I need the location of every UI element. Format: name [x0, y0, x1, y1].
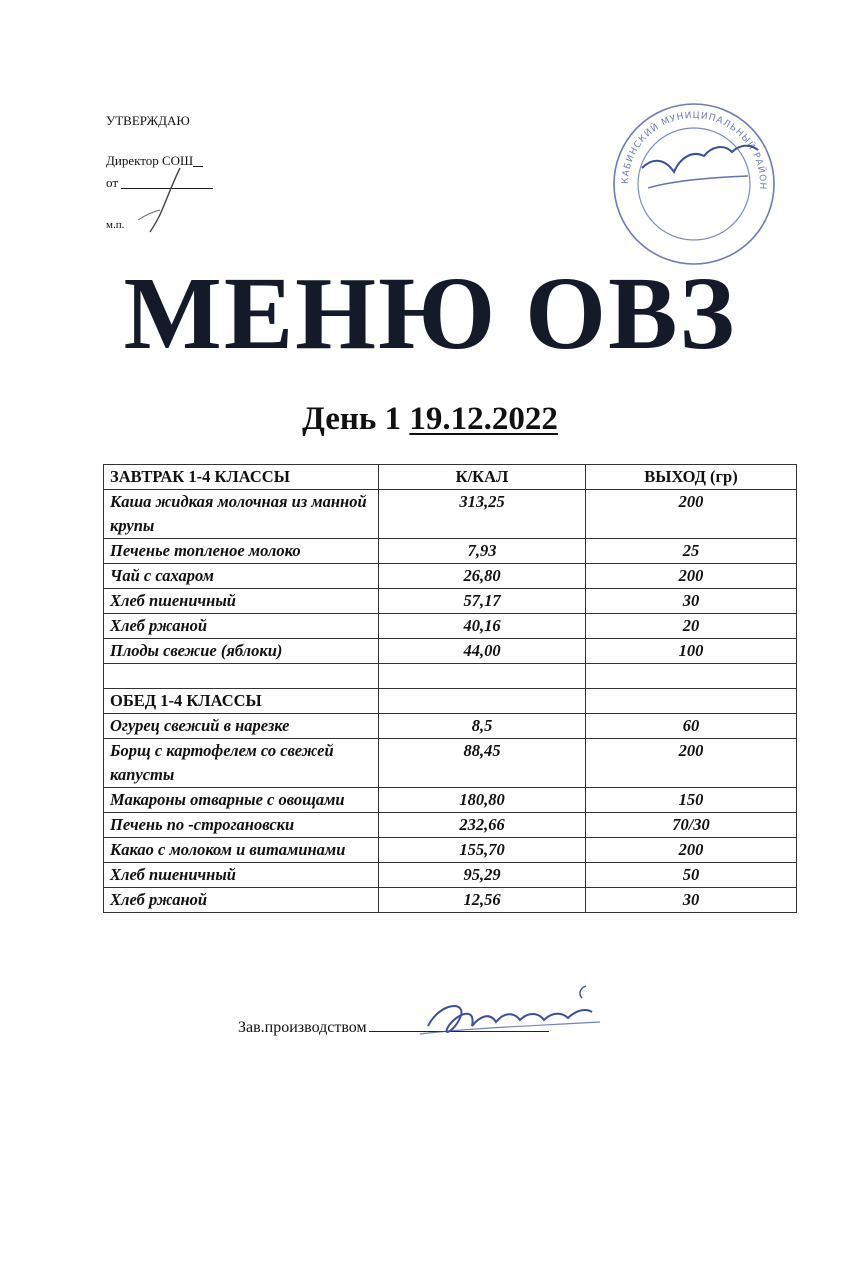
dish-name: Хлеб пшеничный: [104, 589, 379, 614]
dish-name: Чай с сахаром: [104, 564, 379, 589]
dish-name: Хлеб пшеничный: [104, 863, 379, 888]
table-row: [104, 863, 797, 888]
dish-output: 30: [586, 589, 797, 614]
table-row: [104, 739, 797, 788]
dish-name: Каша жидкая молочная из манной крупы: [104, 490, 379, 539]
approve-label: УТВЕРЖДАЮ: [106, 113, 190, 128]
dish-name: Хлеб ржаной: [104, 888, 379, 913]
dish-kcal: 88,45: [379, 739, 586, 788]
mp-label: м.п.: [106, 219, 125, 231]
empty-cell: [379, 689, 586, 714]
dish-kcal: 95,29: [379, 863, 586, 888]
menu-table: [103, 464, 797, 913]
dish-kcal: 26,80: [379, 564, 586, 589]
director-signature: [110, 150, 230, 240]
dish-output: 200: [586, 490, 797, 539]
dish-name: Печенье топленое молоко: [104, 539, 379, 564]
table-row: [104, 888, 797, 913]
dish-kcal: 313,25: [379, 490, 586, 539]
from-text: от: [106, 175, 119, 190]
dish-name: Огурец свежий в нарезке: [104, 714, 379, 739]
dish-kcal: 40,16: [379, 614, 586, 639]
day-date: 19.12.2022: [409, 401, 558, 437]
table-row: [104, 614, 797, 639]
lunch-header-row: [104, 689, 797, 714]
breakfast-header: ЗАВТРАК 1-4 КЛАССЫ: [104, 465, 379, 490]
table-row: [104, 490, 797, 539]
dish-kcal: 180,80: [379, 788, 586, 813]
dish-kcal: 232,66: [379, 813, 586, 838]
producer-signature: [410, 982, 610, 1052]
dish-kcal: 8,5: [379, 714, 586, 739]
page-title: МЕНЮ ОВЗ: [123, 256, 737, 371]
director-text: Директор СОШ: [106, 153, 194, 168]
dish-kcal: 7,93: [379, 539, 586, 564]
table-row: [104, 564, 797, 589]
dish-output: 200: [586, 564, 797, 589]
stamp-ring-text: КАБИНСКИЙ МУНИЦИПАЛЬНЫЙ РАЙОН: [620, 110, 768, 191]
dish-output: 70/30: [586, 813, 797, 838]
dish-kcal: 155,70: [379, 838, 586, 863]
producer-label: Зав.производством: [238, 1019, 367, 1036]
dish-output: 30: [586, 888, 797, 913]
dish-name: Макароны отварные с овощами: [104, 788, 379, 813]
empty-cell: [104, 664, 379, 689]
day-label: День 1: [302, 401, 402, 437]
table-row: [104, 813, 797, 838]
empty-cell: [586, 664, 797, 689]
kcal-header: К/КАЛ: [379, 465, 586, 490]
table-row: [104, 539, 797, 564]
dish-name: Борщ с картофелем со свежей капусты: [104, 739, 379, 788]
dish-name: Хлеб ржаной: [104, 614, 379, 639]
day-heading: [0, 403, 860, 436]
output-header: ВЫХОД (гр): [586, 465, 797, 490]
dish-kcal: 12,56: [379, 888, 586, 913]
dish-name: Печень по -строгановски: [104, 813, 379, 838]
dish-output: 25: [586, 539, 797, 564]
official-stamp: [608, 98, 780, 270]
dish-kcal: 57,17: [379, 589, 586, 614]
dish-output: 200: [586, 739, 797, 788]
dish-name: Плоды свежие (яблоки): [104, 639, 379, 664]
dish-output: 50: [586, 863, 797, 888]
empty-cell: [586, 689, 797, 714]
table-row: [104, 639, 797, 664]
dish-name: Какао с молоком и витаминами: [104, 838, 379, 863]
empty-cell: [379, 664, 586, 689]
table-row: [104, 838, 797, 863]
table-row: [104, 788, 797, 813]
dish-output: 150: [586, 788, 797, 813]
breakfast-header-row: [104, 465, 797, 490]
table-row: [104, 589, 797, 614]
dish-kcal: 44,00: [379, 639, 586, 664]
lunch-header: ОБЕД 1-4 КЛАССЫ: [104, 689, 379, 714]
table-row: [104, 714, 797, 739]
dish-output: 60: [586, 714, 797, 739]
dish-output: 200: [586, 838, 797, 863]
empty-row: [104, 664, 797, 689]
dish-output: 20: [586, 614, 797, 639]
dish-output: 100: [586, 639, 797, 664]
